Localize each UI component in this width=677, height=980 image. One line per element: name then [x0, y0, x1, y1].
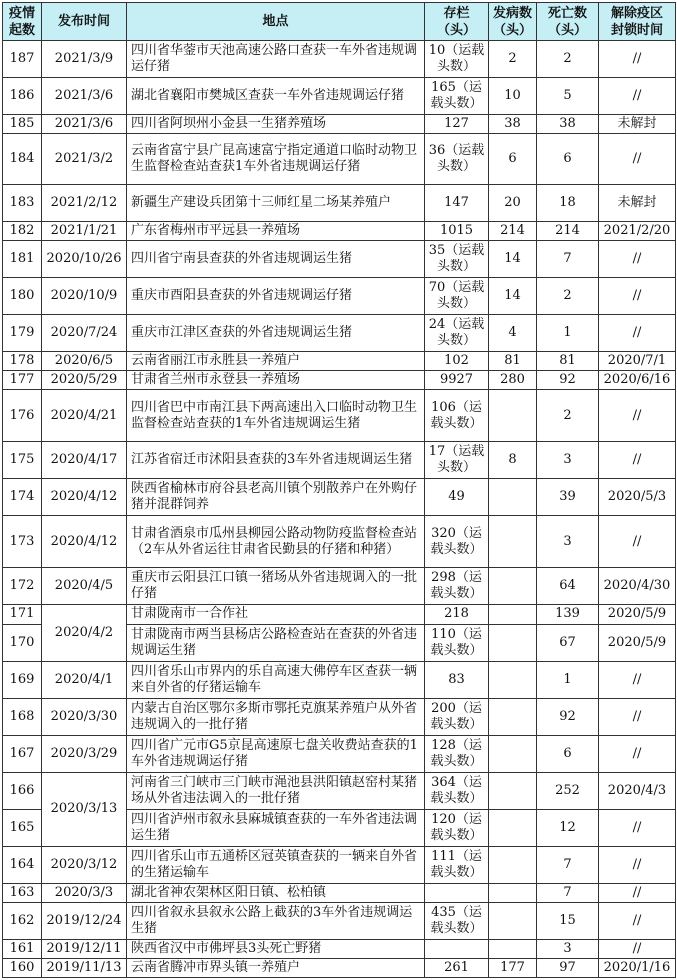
cell-stock: 364（运载头数）: [425, 772, 489, 809]
header-place: 地点: [127, 3, 425, 41]
cell-place: 广东省梅州市平远县一养殖场: [127, 222, 425, 241]
cell-dead: 252: [537, 772, 599, 809]
cell-no: 162: [3, 902, 42, 939]
cell-dead: 92: [537, 698, 599, 735]
table-row: [3, 78, 676, 115]
table-row: [3, 222, 676, 241]
cell-date: 2021/3/2: [42, 134, 127, 185]
cell-place: 重庆市江津区查获的外省违规调运生猪: [127, 315, 425, 352]
table-row: [3, 390, 676, 442]
cell-no: 175: [3, 442, 42, 479]
cell-no: 165: [3, 809, 42, 846]
cell-dead: 38: [537, 115, 599, 134]
cell-place: 甘肃陇南市一合作社: [127, 605, 425, 624]
cell-release: 2020/5/3: [599, 479, 676, 516]
cell-sick: [489, 902, 537, 939]
cell-no: 186: [3, 78, 42, 115]
cell-place: 重庆市酉阳县查获的外省违规调运仔猪: [127, 278, 425, 315]
table-body: [3, 41, 676, 978]
cell-no: 174: [3, 479, 42, 516]
cell-place: 云南省腾冲市界头镇一养殖户: [127, 958, 425, 977]
cell-dead: 1: [537, 661, 599, 698]
cell-no: 160: [3, 958, 42, 977]
cell-release: //: [599, 661, 676, 698]
cell-place: 重庆市云阳县江口镇一猪场从外省违规调入的一批仔猪: [127, 568, 425, 605]
header-line: 死亡数: [547, 5, 587, 21]
cell-date: 2020/3/3: [42, 883, 127, 902]
cell-stock: 70（运载头数）: [425, 278, 489, 315]
header-sick: [489, 3, 537, 41]
cell-sick: [489, 390, 537, 442]
cell-place: 江苏省宿迁市沭阳县查获的3车外省违规调运生猪: [127, 442, 425, 479]
cell-place: 云南省富宁县广昆高速富宁指定通道口临时动物卫生监督检查站查获1车外省违规调运仔猪: [127, 134, 425, 185]
cell-release: 2020/4/30: [599, 568, 676, 605]
cell-sick: [489, 661, 537, 698]
cell-release: 2020/5/9: [599, 605, 676, 624]
cell-dead: 139: [537, 605, 599, 624]
cell-release: //: [599, 698, 676, 735]
cell-no: 183: [3, 185, 42, 222]
cell-stock: 9927: [425, 371, 489, 390]
cell-no: 181: [3, 241, 42, 278]
cell-place: 四川省宁南县查获的外省违规调运生猪: [127, 241, 425, 278]
cell-dead: 15: [537, 902, 599, 939]
cell-stock: 435（运载头数）: [425, 902, 489, 939]
header-line: 疫情: [8, 5, 35, 21]
header-row: [3, 3, 676, 41]
cell-sick: 14: [489, 241, 537, 278]
cell-release: 未解封: [599, 115, 676, 134]
cell-release: //: [599, 241, 676, 278]
cell-release: 2020/7/1: [599, 352, 676, 371]
cell-date: 2019/11/13: [42, 958, 127, 977]
cell-sick: [489, 772, 537, 809]
cell-stock: 49: [425, 479, 489, 516]
cell-stock: 128（运载头数）: [425, 735, 489, 772]
cell-date: 2019/12/11: [42, 939, 127, 958]
cell-date: 2020/4/5: [42, 568, 127, 605]
cell-date: 2020/4/17: [42, 442, 127, 479]
cell-dead: 3: [537, 442, 599, 479]
cell-place: 新疆生产建设兵团第十三师红星二场某养殖户: [127, 185, 425, 222]
cell-dead: 64: [537, 568, 599, 605]
table-row: [3, 883, 676, 902]
cell-release: 2020/1/16: [599, 958, 676, 977]
cell-date: 2021/3/9: [42, 41, 127, 78]
header-outbreak-no: [3, 3, 42, 41]
cell-no: 164: [3, 846, 42, 883]
cell-no: 187: [3, 41, 42, 78]
cell-no: 179: [3, 315, 42, 352]
cell-dead: 6: [537, 134, 599, 185]
cell-dead: 3: [537, 939, 599, 958]
header-line: （头）: [547, 22, 587, 38]
cell-dead: 2: [537, 278, 599, 315]
cell-sick: [489, 846, 537, 883]
cell-date: 2020/5/29: [42, 371, 127, 390]
cell-stock: 200（运载头数）: [425, 698, 489, 735]
cell-sick: [489, 605, 537, 624]
cell-dead: 2: [537, 390, 599, 442]
cell-stock: 24（运载头数）: [425, 315, 489, 352]
header-line: （头）: [492, 22, 532, 38]
cell-no: 166: [3, 772, 42, 809]
cell-place: 甘肃省兰州市永登县一养殖场: [127, 371, 425, 390]
cell-sick: [489, 939, 537, 958]
cell-date: 2020/4/12: [42, 516, 127, 568]
cell-release: 2020/6/16: [599, 371, 676, 390]
cell-dead: 7: [537, 883, 599, 902]
cell-release: //: [599, 846, 676, 883]
cell-release: //: [599, 134, 676, 185]
cell-no: 170: [3, 624, 42, 661]
cell-place: 陕西省榆林市府谷县老高川镇个别散养户在外购仔猪并混群饲养: [127, 479, 425, 516]
cell-dead: 12: [537, 809, 599, 846]
table-row: [3, 661, 676, 698]
cell-no: 163: [3, 883, 42, 902]
cell-place: 四川省巴中市南江县下两高速出入口临时动物卫生监督检查站查获的1车外省违规调运生猪: [127, 390, 425, 442]
cell-sick: [489, 479, 537, 516]
cell-date: 2020/3/12: [42, 846, 127, 883]
cell-stock: 102: [425, 352, 489, 371]
cell-release: //: [599, 516, 676, 568]
cell-stock: 320（运载头数）: [425, 516, 489, 568]
cell-dead: 2: [537, 41, 599, 78]
cell-stock: 106（运载头数）: [425, 390, 489, 442]
cell-sick: 4: [489, 315, 537, 352]
cell-place: 湖北省襄阳市樊城区查获一车外省违规调运仔猪: [127, 78, 425, 115]
table-row: [3, 371, 676, 390]
header-release: [599, 3, 676, 41]
cell-no: 178: [3, 352, 42, 371]
cell-sick: 38: [489, 115, 537, 134]
table-row: [3, 939, 676, 958]
cell-place: 四川省泸州市叙永县麻城镇查获的一车外省违法调运生猪: [127, 809, 425, 846]
cell-date: 2021/3/6: [42, 78, 127, 115]
cell-release: //: [599, 278, 676, 315]
table-row: [3, 698, 676, 735]
table-container: [2, 2, 675, 978]
cell-sick: [489, 698, 537, 735]
cell-place: 四川省华蓥市天池高速公路口查获一车外省违规调运仔猪: [127, 41, 425, 78]
cell-no: 169: [3, 661, 42, 698]
cell-dead: 5: [537, 78, 599, 115]
cell-stock: 120（运载头数）: [425, 809, 489, 846]
cell-dead: 1: [537, 315, 599, 352]
cell-no: 167: [3, 735, 42, 772]
cell-date: 2019/12/24: [42, 902, 127, 939]
table-header: [3, 3, 676, 41]
cell-no: 173: [3, 516, 42, 568]
header-date: 发布时间: [42, 3, 127, 41]
cell-release: //: [599, 883, 676, 902]
table-row: [3, 442, 676, 479]
table-row: [3, 605, 676, 624]
cell-no: 182: [3, 222, 42, 241]
cell-no: 172: [3, 568, 42, 605]
cell-sick: 177: [489, 958, 537, 977]
cell-stock: 261: [425, 958, 489, 977]
cell-no: 184: [3, 134, 42, 185]
cell-date: 2020/4/2: [42, 605, 127, 661]
cell-dead: 92: [537, 371, 599, 390]
cell-sick: [489, 516, 537, 568]
table-row: [3, 772, 676, 809]
cell-sick: 214: [489, 222, 537, 241]
cell-place: 四川省阿坝州小金县一生猪养殖场: [127, 115, 425, 134]
cell-sick: [489, 568, 537, 605]
table-row: [3, 185, 676, 222]
cell-release: //: [599, 902, 676, 939]
cell-release: //: [599, 390, 676, 442]
cell-stock: 1015: [425, 222, 489, 241]
header-line: 封锁时间: [610, 22, 663, 38]
cell-sick: 6: [489, 134, 537, 185]
cell-no: 185: [3, 115, 42, 134]
cell-dead: 7: [537, 241, 599, 278]
header-line: 起数: [8, 22, 35, 38]
cell-stock: 165（运载头数）: [425, 78, 489, 115]
cell-date: 2020/4/12: [42, 479, 127, 516]
cell-dead: 7: [537, 846, 599, 883]
cell-no: 180: [3, 278, 42, 315]
cell-date: 2020/3/29: [42, 735, 127, 772]
cell-release: //: [599, 315, 676, 352]
cell-release: //: [599, 78, 676, 115]
cell-sick: [489, 883, 537, 902]
table-row: [3, 568, 676, 605]
cell-stock: 17（运载头数）: [425, 442, 489, 479]
cell-date: 2021/2/12: [42, 185, 127, 222]
header-dead: [537, 3, 599, 41]
cell-dead: 3: [537, 516, 599, 568]
table-row: [3, 846, 676, 883]
table-row: [3, 735, 676, 772]
cell-sick: 20: [489, 185, 537, 222]
asf-outbreak-table: [2, 2, 676, 978]
cell-sick: 10: [489, 78, 537, 115]
table-row: [3, 134, 676, 185]
cell-stock: 110（运载头数）: [425, 624, 489, 661]
cell-place: 四川省叙永县叙永公路上截获的3车外省违规调运生猪: [127, 902, 425, 939]
cell-stock: 35（运载头数）: [425, 241, 489, 278]
cell-stock: [425, 883, 489, 902]
cell-release: //: [599, 939, 676, 958]
header-line: （头）: [436, 22, 476, 38]
cell-stock: 218: [425, 605, 489, 624]
cell-place: 陕西省汉中市佛坪县3头死亡野猪: [127, 939, 425, 958]
cell-date: 2020/4/21: [42, 390, 127, 442]
table-row: [3, 479, 676, 516]
cell-place: 内蒙古自治区鄂尔多斯市鄂托克旗某养殖户从外省违规调入的一批仔猪: [127, 698, 425, 735]
cell-no: 176: [3, 390, 42, 442]
cell-date: 2021/3/6: [42, 115, 127, 134]
header-line: 存栏: [443, 5, 470, 21]
cell-place: 云南省丽江市永胜县一养殖户: [127, 352, 425, 371]
cell-release: //: [599, 442, 676, 479]
cell-dead: 39: [537, 479, 599, 516]
cell-date: 2020/3/30: [42, 698, 127, 735]
cell-dead: 214: [537, 222, 599, 241]
cell-place: 甘肃省酒泉市瓜州县柳园公路动物防疫监督检查站（2车从外省运往甘肃省民勤县的仔猪和种猪）: [127, 516, 425, 568]
cell-release: 2020/5/9: [599, 624, 676, 661]
cell-place: 河南省三门峡市三门峡市渑池县洪阳镇赵窑村某猪场从外省违法调入的一批仔猪: [127, 772, 425, 809]
table-row: [3, 516, 676, 568]
cell-stock: 147: [425, 185, 489, 222]
cell-no: 161: [3, 939, 42, 958]
cell-date: 2020/6/5: [42, 352, 127, 371]
table-row: [3, 958, 676, 977]
cell-sick: [489, 809, 537, 846]
cell-release: 未解封: [599, 185, 676, 222]
cell-date: 2021/1/21: [42, 222, 127, 241]
cell-release: 2021/2/20: [599, 222, 676, 241]
cell-dead: 18: [537, 185, 599, 222]
cell-no: 168: [3, 698, 42, 735]
cell-date: 2020/7/24: [42, 315, 127, 352]
cell-release: //: [599, 809, 676, 846]
cell-dead: 67: [537, 624, 599, 661]
cell-sick: 14: [489, 278, 537, 315]
cell-stock: 83: [425, 661, 489, 698]
cell-place: 湖北省神农架林区阳日镇、松柏镇: [127, 883, 425, 902]
table-row: [3, 241, 676, 278]
cell-stock: 36（运载头数）: [425, 134, 489, 185]
cell-sick: 8: [489, 442, 537, 479]
cell-date: 2020/10/9: [42, 278, 127, 315]
header-stock: [425, 3, 489, 41]
cell-place: 四川省乐山市五通桥区冠英镇查获的一辆来自外省的生猪运输车: [127, 846, 425, 883]
cell-stock: 10（运载头数）: [425, 41, 489, 78]
cell-place: 四川省广元市G5京昆高速原七盘关收费站查获的1车外省违规调运仔猪: [127, 735, 425, 772]
cell-stock: 127: [425, 115, 489, 134]
cell-sick: 280: [489, 371, 537, 390]
header-line: 发病数: [492, 5, 532, 21]
cell-stock: [425, 939, 489, 958]
cell-no: 171: [3, 605, 42, 624]
table-row: [3, 115, 676, 134]
cell-release: 2020/4/3: [599, 772, 676, 809]
cell-date: 2020/10/26: [42, 241, 127, 278]
cell-release: //: [599, 41, 676, 78]
table-row: [3, 352, 676, 371]
cell-date: 2020/3/13: [42, 772, 127, 846]
cell-no: 177: [3, 371, 42, 390]
cell-sick: 2: [489, 41, 537, 78]
table-row: [3, 278, 676, 315]
cell-sick: [489, 735, 537, 772]
cell-sick: 81: [489, 352, 537, 371]
table-row: [3, 41, 676, 78]
cell-date: 2020/4/1: [42, 661, 127, 698]
table-row: [3, 315, 676, 352]
cell-dead: 6: [537, 735, 599, 772]
table-row: [3, 902, 676, 939]
cell-stock: 298（运载头数）: [425, 568, 489, 605]
cell-dead: 81: [537, 352, 599, 371]
cell-stock: 111（运载头数）: [425, 846, 489, 883]
cell-place: 甘肃陇南市两当县杨店公路检查站在查获的外省违规调运生猪: [127, 624, 425, 661]
cell-place: 四川省乐山市界内的乐自高速大佛停车区查获一辆来自外省的仔猪运输车: [127, 661, 425, 698]
cell-dead: 97: [537, 958, 599, 977]
cell-release: //: [599, 735, 676, 772]
header-line: 解除疫区: [610, 5, 663, 21]
cell-sick: [489, 624, 537, 661]
